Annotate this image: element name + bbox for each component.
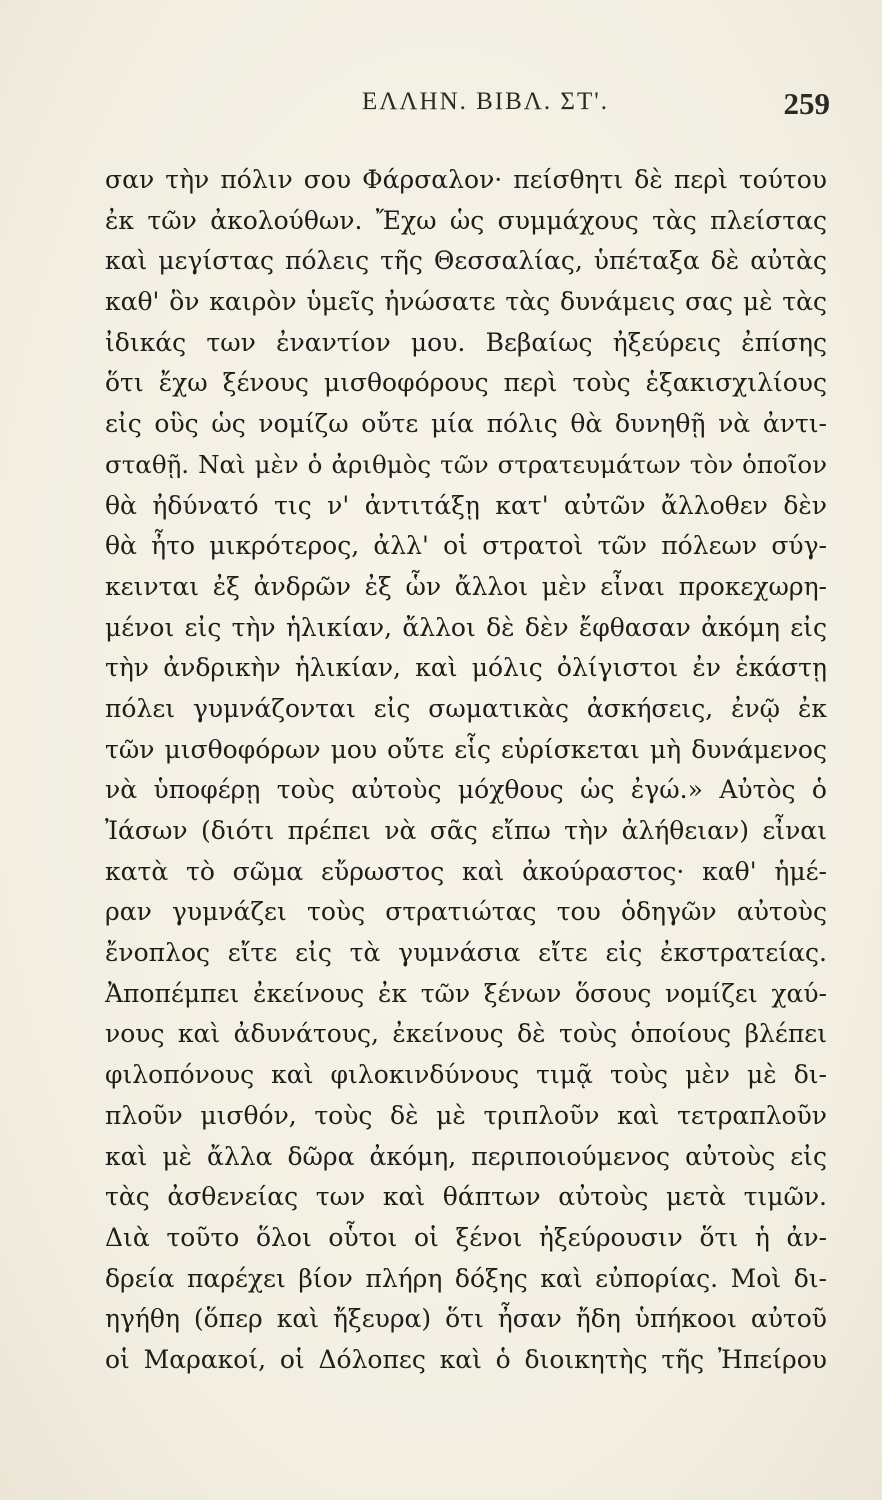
text-line: οἱ Μαρακοί, οἱ Δόλοπες καὶ ὁ διοικητὴς τῆς Ἠπείρου <box>105 1344 827 1374</box>
text-line: δρεία παρέχει βίον πλήρη δόξης καὶ εὐπορίας. Μοὶ δι- <box>105 1263 827 1293</box>
text-line: νους καὶ ἀδυνάτους, ἐκείνους δὲ τοὺς ὁποίους βλέπει <box>105 1019 827 1049</box>
text-line: κεινται ἐξ ἀνδρῶν ἐξ ὧν ἄλλοι μὲν εἶναι προκεχωρη- <box>105 571 827 601</box>
text-line: καὶ μεγίστας πόλεις τῆς Θεσσαλίας, ὑπέταξα δὲ αὐτὰς <box>105 246 827 276</box>
text-line: εἰς οὓς ὡς νομίζω οὔτε μία πόλις θὰ δυνηθῇ νὰ ἀντι- <box>105 409 827 439</box>
text-line: Ἀποπέμπει ἐκείνους ἐκ τῶν ξένων ὅσους νομίζει χαύ- <box>105 978 827 1008</box>
text-line: καθ' ὃν καιρὸν ὑμεῖς ἠνώσατε τὰς δυνάμεις σας μὲ τὰς <box>105 287 827 317</box>
text-line: σταθῇ. Ναὶ μὲν ὁ ἀριθμὸς τῶν στρατευμάτων τὸν ὁποῖον <box>105 449 827 479</box>
text-line: θὰ ἦτο μικρότερος, ἀλλ' οἱ στρατοὶ τῶν πόλεων σύγ- <box>105 531 827 561</box>
text-line: Ἰάσων (διότι πρέπει νὰ σᾶς εἴπω τὴν ἀλήθειαν) εἶναι <box>105 816 827 845</box>
text-line: ὅτι ἔχω ξένους μισθοφόρους περὶ τοὺς ἑξακισχιλίους <box>105 368 827 398</box>
text-line: κατὰ τὸ σῶμα εὔρωστος καὶ ἀκούραστος· καθ' ἡμέ- <box>105 856 827 886</box>
text-line: πόλει γυμνάζονται εἰς σωματικὰς ἀσκήσεις, ἐνῷ ἐκ <box>105 693 827 723</box>
text-line: ἰδικάς των ἐναντίον μου. Βεβαίως ἠξεύρεις ἐπίσης <box>105 327 827 357</box>
page-number: 259 <box>783 86 830 121</box>
text-line: ηγήθη (ὅπερ καὶ ἤξευρα) ὅτι ἦσαν ἤδη ὑπήκοοι αὐτοῦ <box>105 1304 827 1334</box>
page-header <box>0 88 882 128</box>
text-line: πλοῦν μισθόν, τοὺς δὲ μὲ τριπλοῦν καὶ τετραπλοῦν <box>105 1100 827 1130</box>
text-line: καὶ μὲ ἄλλα δῶρα ἀκόμη, περιποιούμενος αὐτοὺς εἰς <box>105 1141 827 1171</box>
text-line: ἐκ τῶν ἀκολούθων. Ἔχω ὡς συμμάχους τὰς πλείστας <box>105 205 827 235</box>
text-line: τὰς ἀσθενείας των καὶ θάπτων αὐτοὺς μετὰ τιμῶν. <box>105 1182 827 1212</box>
text-line: τὴν ἀνδρικὴν ἡλικίαν, καὶ μόλις ὀλίγιστοι ἐν ἑκάστῃ <box>105 653 827 683</box>
text-line: τῶν μισθοφόρων μου οὔτε εἷς εὑρίσκεται μὴ δυνάμενος <box>105 734 827 764</box>
text-line: ραν γυμνάζει τοὺς στρατιώτας του ὁδηγῶν αὐτοὺς <box>105 897 827 927</box>
text-line: ἔνοπλος εἴτε εἰς τὰ γυμνάσια εἴτε εἰς ἐκστρατείας. <box>105 938 827 968</box>
text-line: Διὰ τοῦτο ὅλοι οὗτοι οἱ ξένοι ἠξεύρουσιν ὅτι ἡ ἀν- <box>105 1222 827 1252</box>
text-line: νὰ ὑποφέρῃ τοὺς αὐτοὺς μόχθους ὡς ἐγώ.» Αὐτὸς ὁ <box>105 775 827 805</box>
text-line: φιλοπόνους καὶ φιλοκινδύνους τιμᾷ τοὺς μὲν μὲ δι- <box>105 1060 827 1090</box>
text-line: μένοι εἰς τὴν ἡλικίαν, ἄλλοι δὲ δὲν ἔφθασαν ἀκόμη εἰς <box>105 612 827 642</box>
running-head: ΕΛΛΗΝ. ΒΙΒΛ. ΣΤ'. <box>362 88 610 115</box>
body-text <box>105 160 827 1381</box>
text-line: θὰ ἠδύνατό τις ν' ἀντιτάξῃ κατ' αὐτῶν ἄλλοθεν δὲν <box>105 490 827 520</box>
text-line: σαν τὴν πόλιν σου Φάρσαλον· πείσθητι δὲ περὶ τούτου <box>105 165 827 194</box>
